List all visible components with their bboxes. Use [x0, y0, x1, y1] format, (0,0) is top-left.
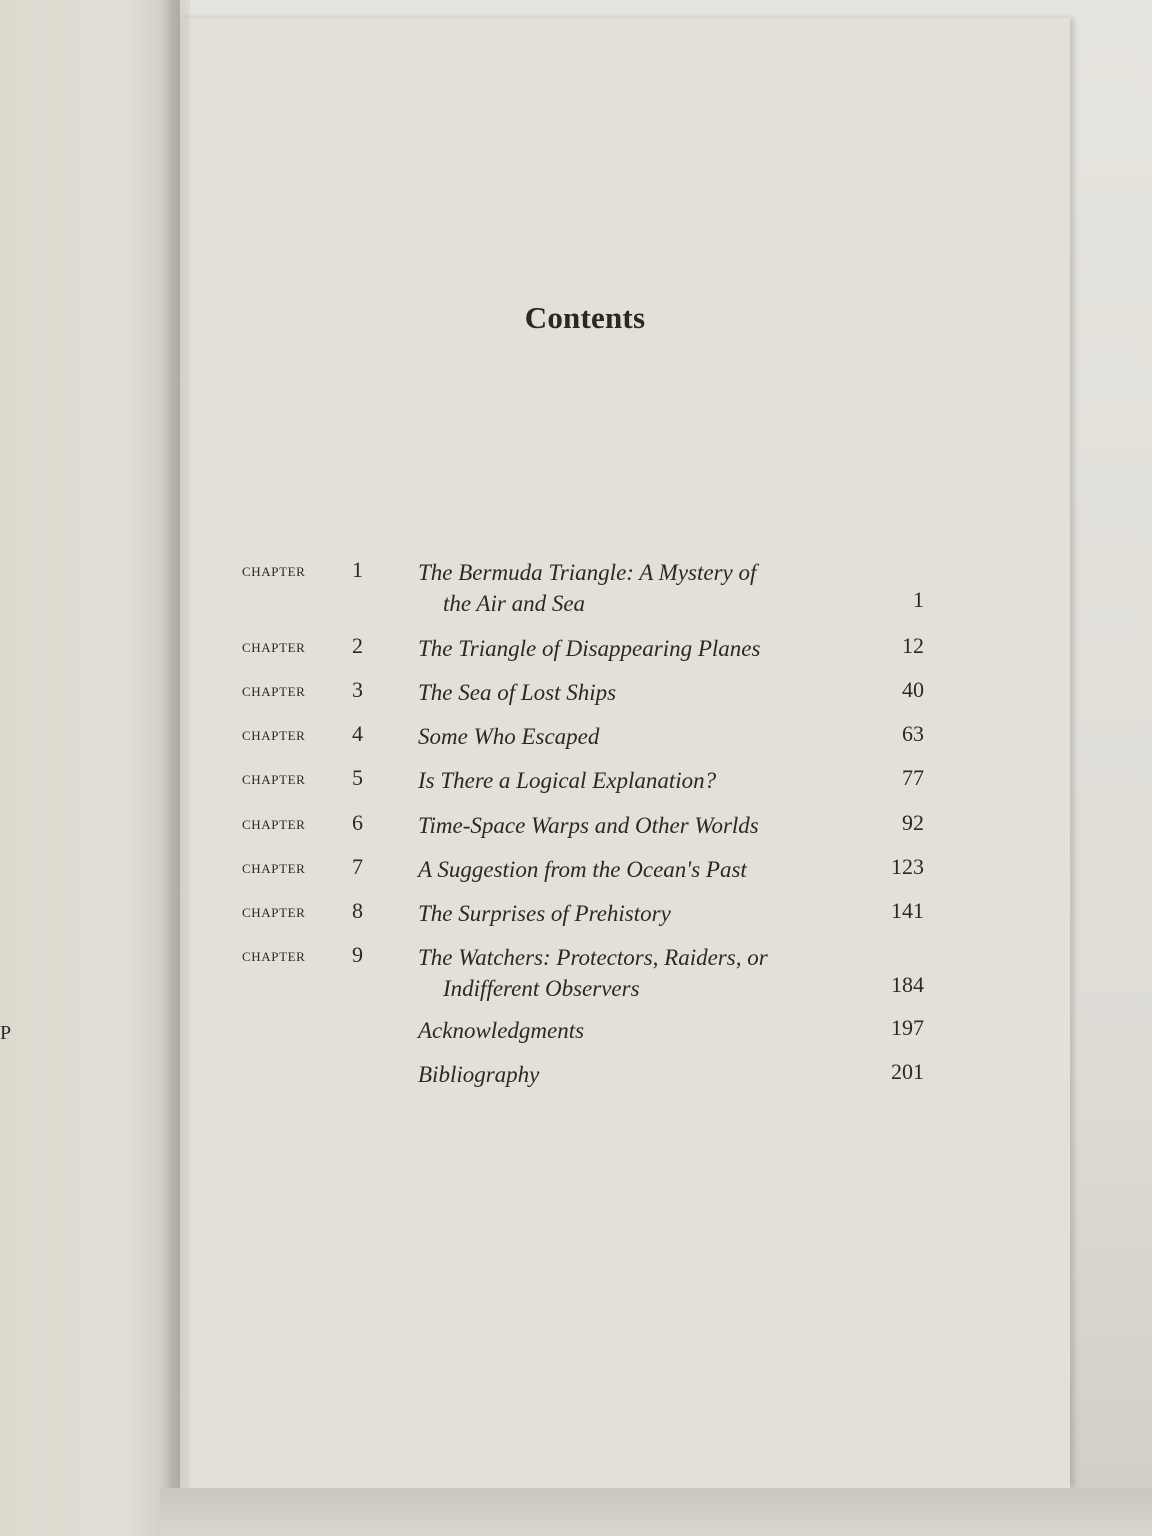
chapter-title: The Triangle of Disappearing Planes — [418, 636, 761, 661]
chapter-number: 4 — [352, 721, 363, 746]
chapter-title-line-1: The Bermuda Triangle: A Mystery of — [418, 560, 757, 585]
chapter-label: chapter — [242, 901, 306, 922]
page-number: 123 — [891, 854, 924, 879]
chapter-label: chapter — [242, 560, 306, 581]
chapter-title — [418, 557, 858, 619]
page-number: 40 — [902, 677, 924, 702]
chapter-label: chapter — [242, 680, 306, 701]
chapter-number: 7 — [352, 854, 363, 879]
chapter-number: 9 — [352, 942, 363, 967]
chapter-label: chapter — [242, 636, 306, 657]
page-number: 197 — [891, 1015, 924, 1040]
chapter-title — [418, 942, 858, 1004]
chapter-number: 8 — [352, 898, 363, 923]
page-number: 63 — [902, 721, 924, 746]
chapter-number: 6 — [352, 810, 363, 835]
page-number: 184 — [891, 972, 924, 997]
contents-heading: Contents — [524, 300, 646, 335]
page-number: 201 — [891, 1059, 924, 1084]
page-number: 77 — [902, 765, 924, 790]
chapter-label: chapter — [242, 768, 306, 789]
chapter-title-line-2: the Air and Sea — [443, 591, 586, 616]
chapter-label: chapter — [242, 945, 306, 966]
page-number: 92 — [902, 810, 924, 835]
back-matter-title: Acknowledgments — [418, 1018, 585, 1043]
chapter-number: 1 — [352, 557, 363, 582]
chapter-title: A Suggestion from the Ocean's Past — [418, 857, 747, 882]
chapter-title: The Surprises of Prehistory — [418, 901, 671, 926]
chapter-title-line-2: Indifferent Observers — [443, 976, 640, 1001]
chapter-number: 5 — [352, 765, 363, 790]
page-number: 1 — [913, 587, 924, 612]
chapter-title: Time-Space Warps and Other Worlds — [418, 813, 759, 838]
chapter-number: 3 — [352, 677, 363, 702]
page-number: 141 — [891, 898, 924, 923]
chapter-label: chapter — [242, 857, 306, 878]
page-number: 12 — [902, 633, 924, 658]
chapter-title: Is There a Logical Explanation? — [418, 768, 717, 793]
chapter-number: 2 — [352, 633, 363, 658]
chapter-label: chapter — [242, 724, 306, 745]
chapter-title: The Sea of Lost Ships — [418, 680, 617, 705]
chapter-title-line-1: The Watchers: Protectors, Raiders, or — [418, 945, 768, 970]
back-matter-title: Bibliography — [418, 1062, 540, 1087]
chapter-label: chapter — [242, 813, 306, 834]
chapter-title: Some Who Escaped — [418, 724, 600, 749]
left-page-edge-text: P — [0, 1022, 12, 1044]
